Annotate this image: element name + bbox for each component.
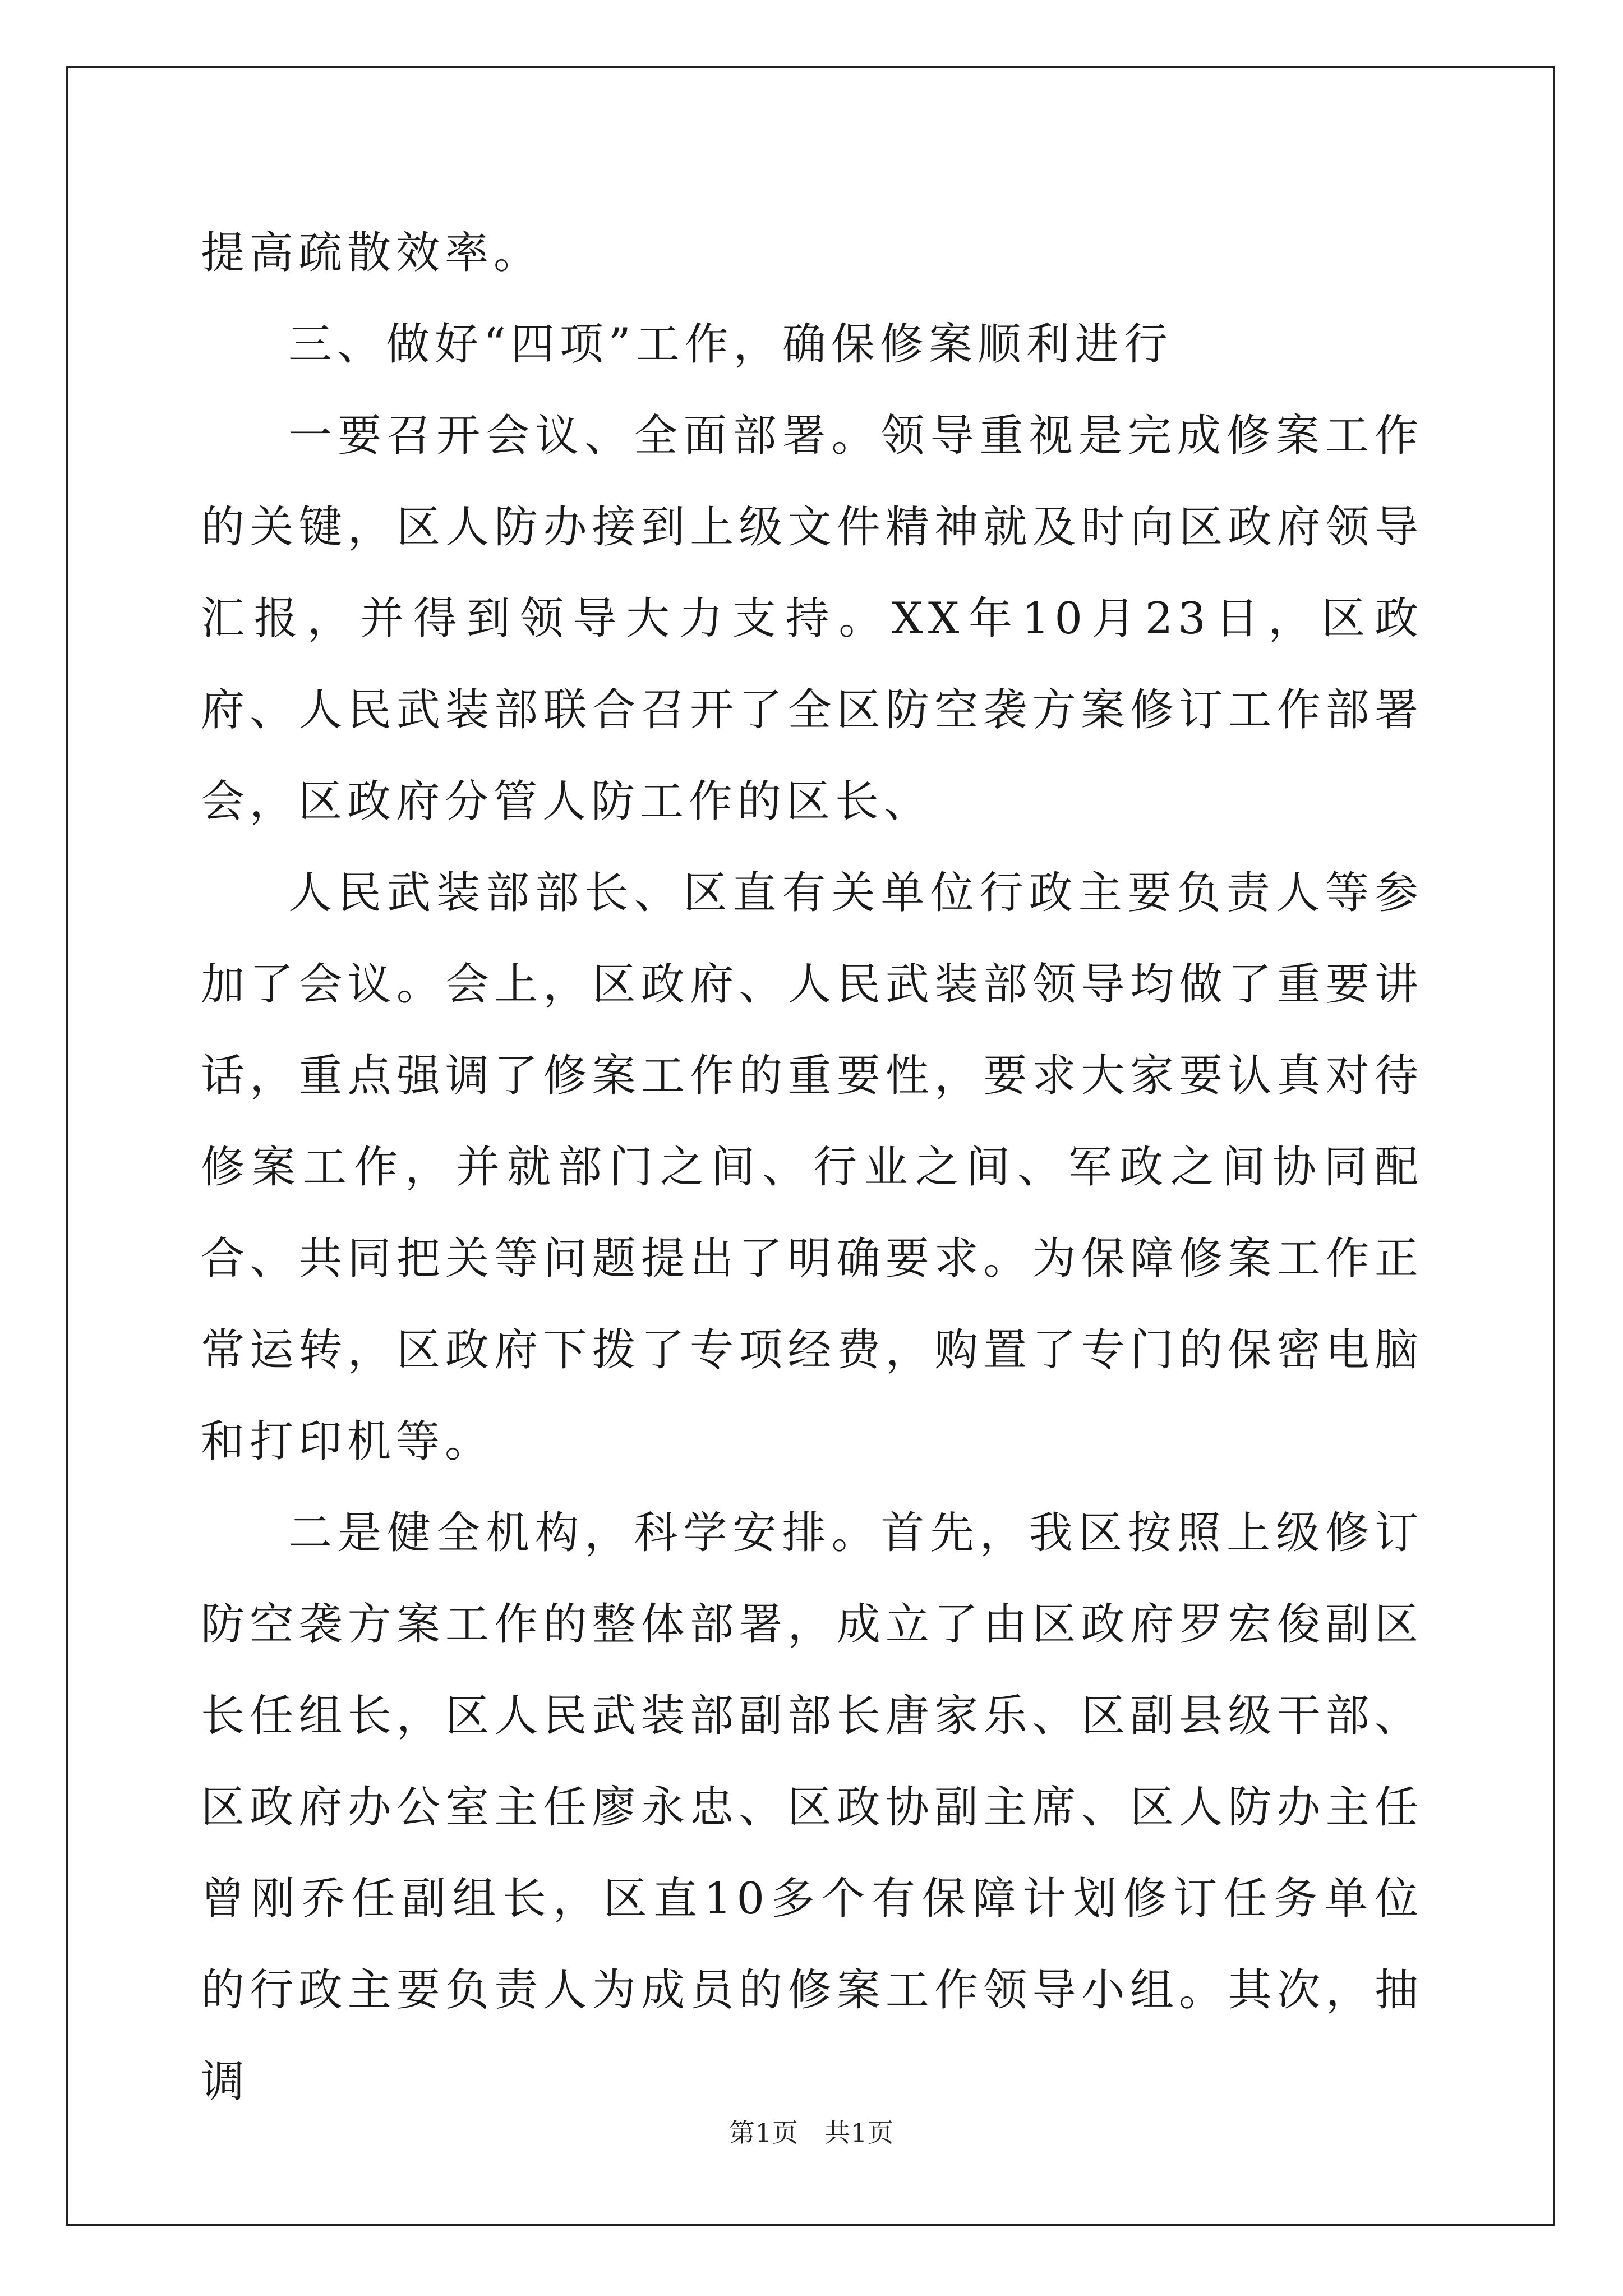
paragraph-4: 二是健全机构，科学安排。首先，我区按照上级修订防空袭方案工作的整体部署，成立了由区政府罗宏俊副区长任组长，区人民武装部副部长唐家乐、区副县级干部、区政府办公室主任廖永忠、区政协副主席、区人防办主任曾刚乔任副组长，区直10多个有保障计划修订任务单位的行政主要负责人为成员的修案工作领导小组。其次，抽调 [201, 1508, 1423, 2107]
paragraph-3: 人民武装部部长、区直有关单位行政主要负责人等参加了会议。会上，区政府、人民武装部领导均做了重要讲话，重点强调了修案工作的重要性，要求大家要认真对待修案工作，并就部门之间、行业之间、军政之间协同配合、共同把关等问题提出了明确要求。为保障修案工作正常运转，区政府下拨了专项经费，购置了专门的保密电脑和打印机等。 [201, 868, 1423, 1467]
page-total: 共1页 [824, 2118, 895, 2148]
paragraph-2: 一要召开会议、全面部署。领导重视是完成修案工作的关键，区人防办接到上级文件精神就及时向区政府领导汇报，并得到领导大力支持。XX年10月23日，区政府、人民武装部联合召开了全区防空袭方案修订工作部署会，区政府分管人防工作的区长、 [201, 411, 1423, 827]
section-heading: 三、做好“四项”工作，确保修案顺利进行 [288, 319, 1173, 370]
document-body [201, 208, 1423, 2128]
page-number: 第1页 [728, 2118, 799, 2148]
page-footer [0, 2113, 1623, 2150]
paragraph-1: 提高疏散效率。 [201, 228, 543, 278]
